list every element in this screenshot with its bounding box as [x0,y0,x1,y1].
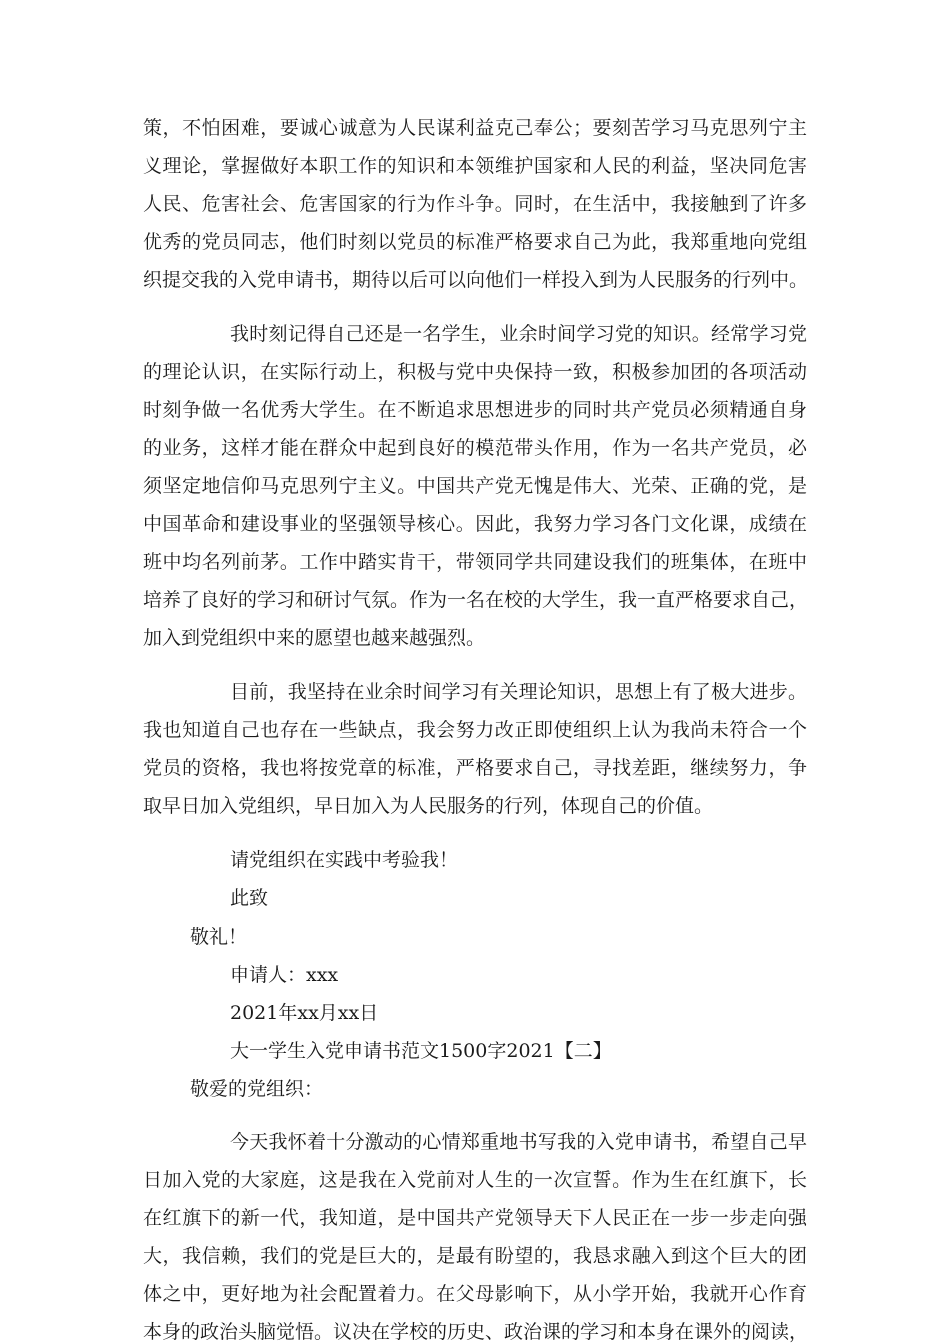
closing-regards: 敬礼！ [190,926,248,948]
text-line: 取早日加入党组织，早日加入为人民服务的行列，体现自己的价值。 [143,795,714,817]
text-line: 中国革命和建设事业的坚强领导核心。因此，我努力学习各门文化课，成绩在 [143,513,807,535]
text-line: 时刻争做一名优秀大学生。在不断追求思想进步的同时共产党员必须精通自身 [143,399,807,421]
text-line: 今天我怀着十分激动的心情郑重地书写我的入党申请书，希望自己早 [230,1131,807,1153]
text-line: 日加入党的大家庭，这是我在入党前对人生的一次宣誓。作为生在红旗下，长 [143,1169,807,1191]
text-line: 目前，我坚持在业余时间学习有关理论知识，思想上有了极大进步。 [230,681,807,703]
text-line: 本身的政治头脑觉悟。议决在学校的历史、政治课的学习和本身在课外的阅读， [143,1321,809,1343]
closing-request: 请党组织在实践中考验我！ [230,849,459,871]
text-line: 策，不怕困难，要诚心诚意为人民谋利益克己奉公；要刻苦学习马克思列宁主 [143,117,807,139]
text-line: 人民、危害社会、危害国家的行为作斗争。同时，在生活中，我接触到了许多 [143,193,807,215]
text-line: 在红旗下的新一代，我知道，是中国共产党领导天下人民正在一步一步走向强 [143,1207,807,1229]
text-line: 培养了良好的学习和研讨气氛。作为一名在校的大学生，我一直严格要求自己， [143,589,809,611]
text-line: 体之中，更好地为社会配置着力。在父母影响下，从小学开始，我就开心作育 [143,1283,807,1305]
applicant-name: 申请人：xxx [230,964,339,986]
text-line: 加入到党组织中来的愿望也越来越强烈。 [143,627,486,649]
section-title: 大一学生入党申请书范文1500字2021【二】 [230,1040,612,1062]
text-line: 大，我信赖，我们的党是巨大的，是最有盼望的，我恳求融入到这个巨大的团 [143,1245,807,1267]
text-line: 须坚定地信仰马克思列宁主义。中国共产党无愧是伟大、光荣、正确的党，是 [143,475,807,497]
application-date: 2021年xx月xx日 [230,1002,379,1024]
text-line: 班中均名列前茅。工作中踏实肯干，带领同学共同建设我们的班集体，在班中 [143,551,807,573]
text-line: 织提交我的入党申请书，期待以后可以向他们一样投入到为人民服务的行列中。 [143,269,809,291]
text-line: 的理论认识，在实际行动上，积极与党中央保持一致，积极参加团的各项活动 [143,361,807,383]
letter-greeting: 敬爱的党组织： [190,1078,324,1100]
text-line: 义理论，掌握做好本职工作的知识和本领维护国家和人民的利益，坚决同危害 [143,155,807,177]
text-line: 的业务，这样才能在群众中起到良好的模范带头作用，作为一名共产党员，必 [143,437,807,459]
text-line: 我也知道自己也存在一些缺点，我会努力改正即使组织上认为我尚未符合一个 [143,719,807,741]
closing-salutation: 此致 [230,887,269,909]
text-line: 优秀的党员同志，他们时刻以党员的标准严格要求自己为此，我郑重地向党组 [143,231,807,253]
text-line: 我时刻记得自己还是一名学生，业余时间学习党的知识。经常学习党 [230,323,807,345]
text-line: 党员的资格，我也将按党章的标准，严格要求自己，寻找差距，继续努力，争 [143,757,807,779]
